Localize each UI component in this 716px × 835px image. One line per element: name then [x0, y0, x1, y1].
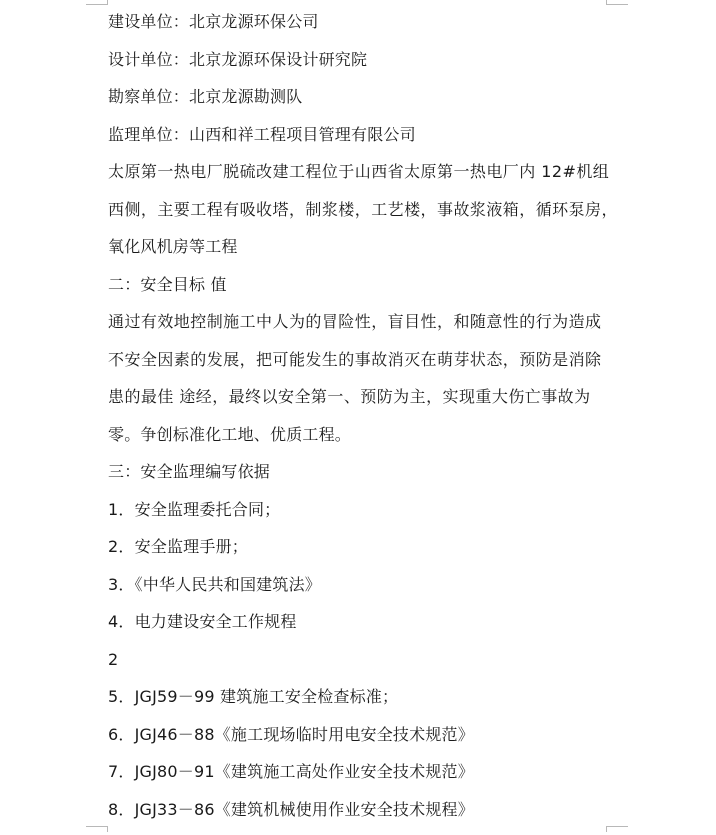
crop-mark-top-right-v	[606, 0, 607, 5]
text-line-goal-desc-3: 患的最佳 途经，最终以安全第一、预防为主，实现重大伤亡事故为	[108, 385, 628, 423]
list-item-6: 6．JGJ46－88《施工现场临时用电安全技术规范》	[108, 723, 628, 761]
crop-mark-top-left-h	[86, 4, 108, 5]
crop-mark-top-right-h	[606, 4, 628, 5]
text-line-goal-desc-2: 不安全因素的发展，把可能发生的事故消灭在萌芽状态，预防是消除	[108, 348, 628, 386]
section-heading-safety-goal: 二：安全目标 值	[108, 273, 628, 311]
text-line-survey-unit: 勘察单位：北京龙源勘测队	[108, 85, 628, 123]
text-line-project-desc-3: 氧化风机房等工程	[108, 235, 628, 273]
list-item-1: 1．安全监理委托合同；	[108, 498, 628, 536]
text-line-supervision-unit: 监理单位：山西和祥工程项目管理有限公司	[108, 123, 628, 161]
crop-mark-bottom-left-h	[86, 826, 108, 827]
list-item-4: 4．电力建设安全工作规程	[108, 610, 628, 648]
text-line-construction-unit: 建设单位：北京龙源环保公司	[108, 10, 628, 48]
list-item-2: 2．安全监理手册；	[108, 535, 628, 573]
crop-mark-top-left-v	[107, 0, 108, 5]
document-body	[108, 10, 628, 835]
section-heading-basis: 三：安全监理编写依据	[108, 460, 628, 498]
list-item-7: 7．JGJ80－91《建筑施工高处作业安全技术规范》	[108, 760, 628, 798]
text-line-project-desc-2: 西侧，主要工程有吸收塔，制浆楼，工艺楼，事故浆液箱，循环泵房，	[108, 198, 628, 236]
text-line-project-desc-1: 太原第一热电厂脱硫改建工程位于山西省太原第一热电厂内 12#机组	[108, 160, 628, 198]
list-item-8: 8．JGJ33－86《建筑机械使用作业安全技术规程》	[108, 798, 628, 835]
page-number: 2	[108, 648, 628, 686]
text-line-design-unit: 设计单位：北京龙源环保设计研究院	[108, 48, 628, 86]
list-item-5: 5．JGJ59－99 建筑施工安全检查标准；	[108, 685, 628, 723]
list-item-3: 3．《中华人民共和国建筑法》	[108, 573, 628, 611]
text-line-goal-desc-1: 通过有效地控制施工中人为的冒险性，盲目性，和随意性的行为造成	[108, 310, 628, 348]
text-line-goal-desc-4: 零。争创标准化工地、优质工程。	[108, 423, 628, 461]
